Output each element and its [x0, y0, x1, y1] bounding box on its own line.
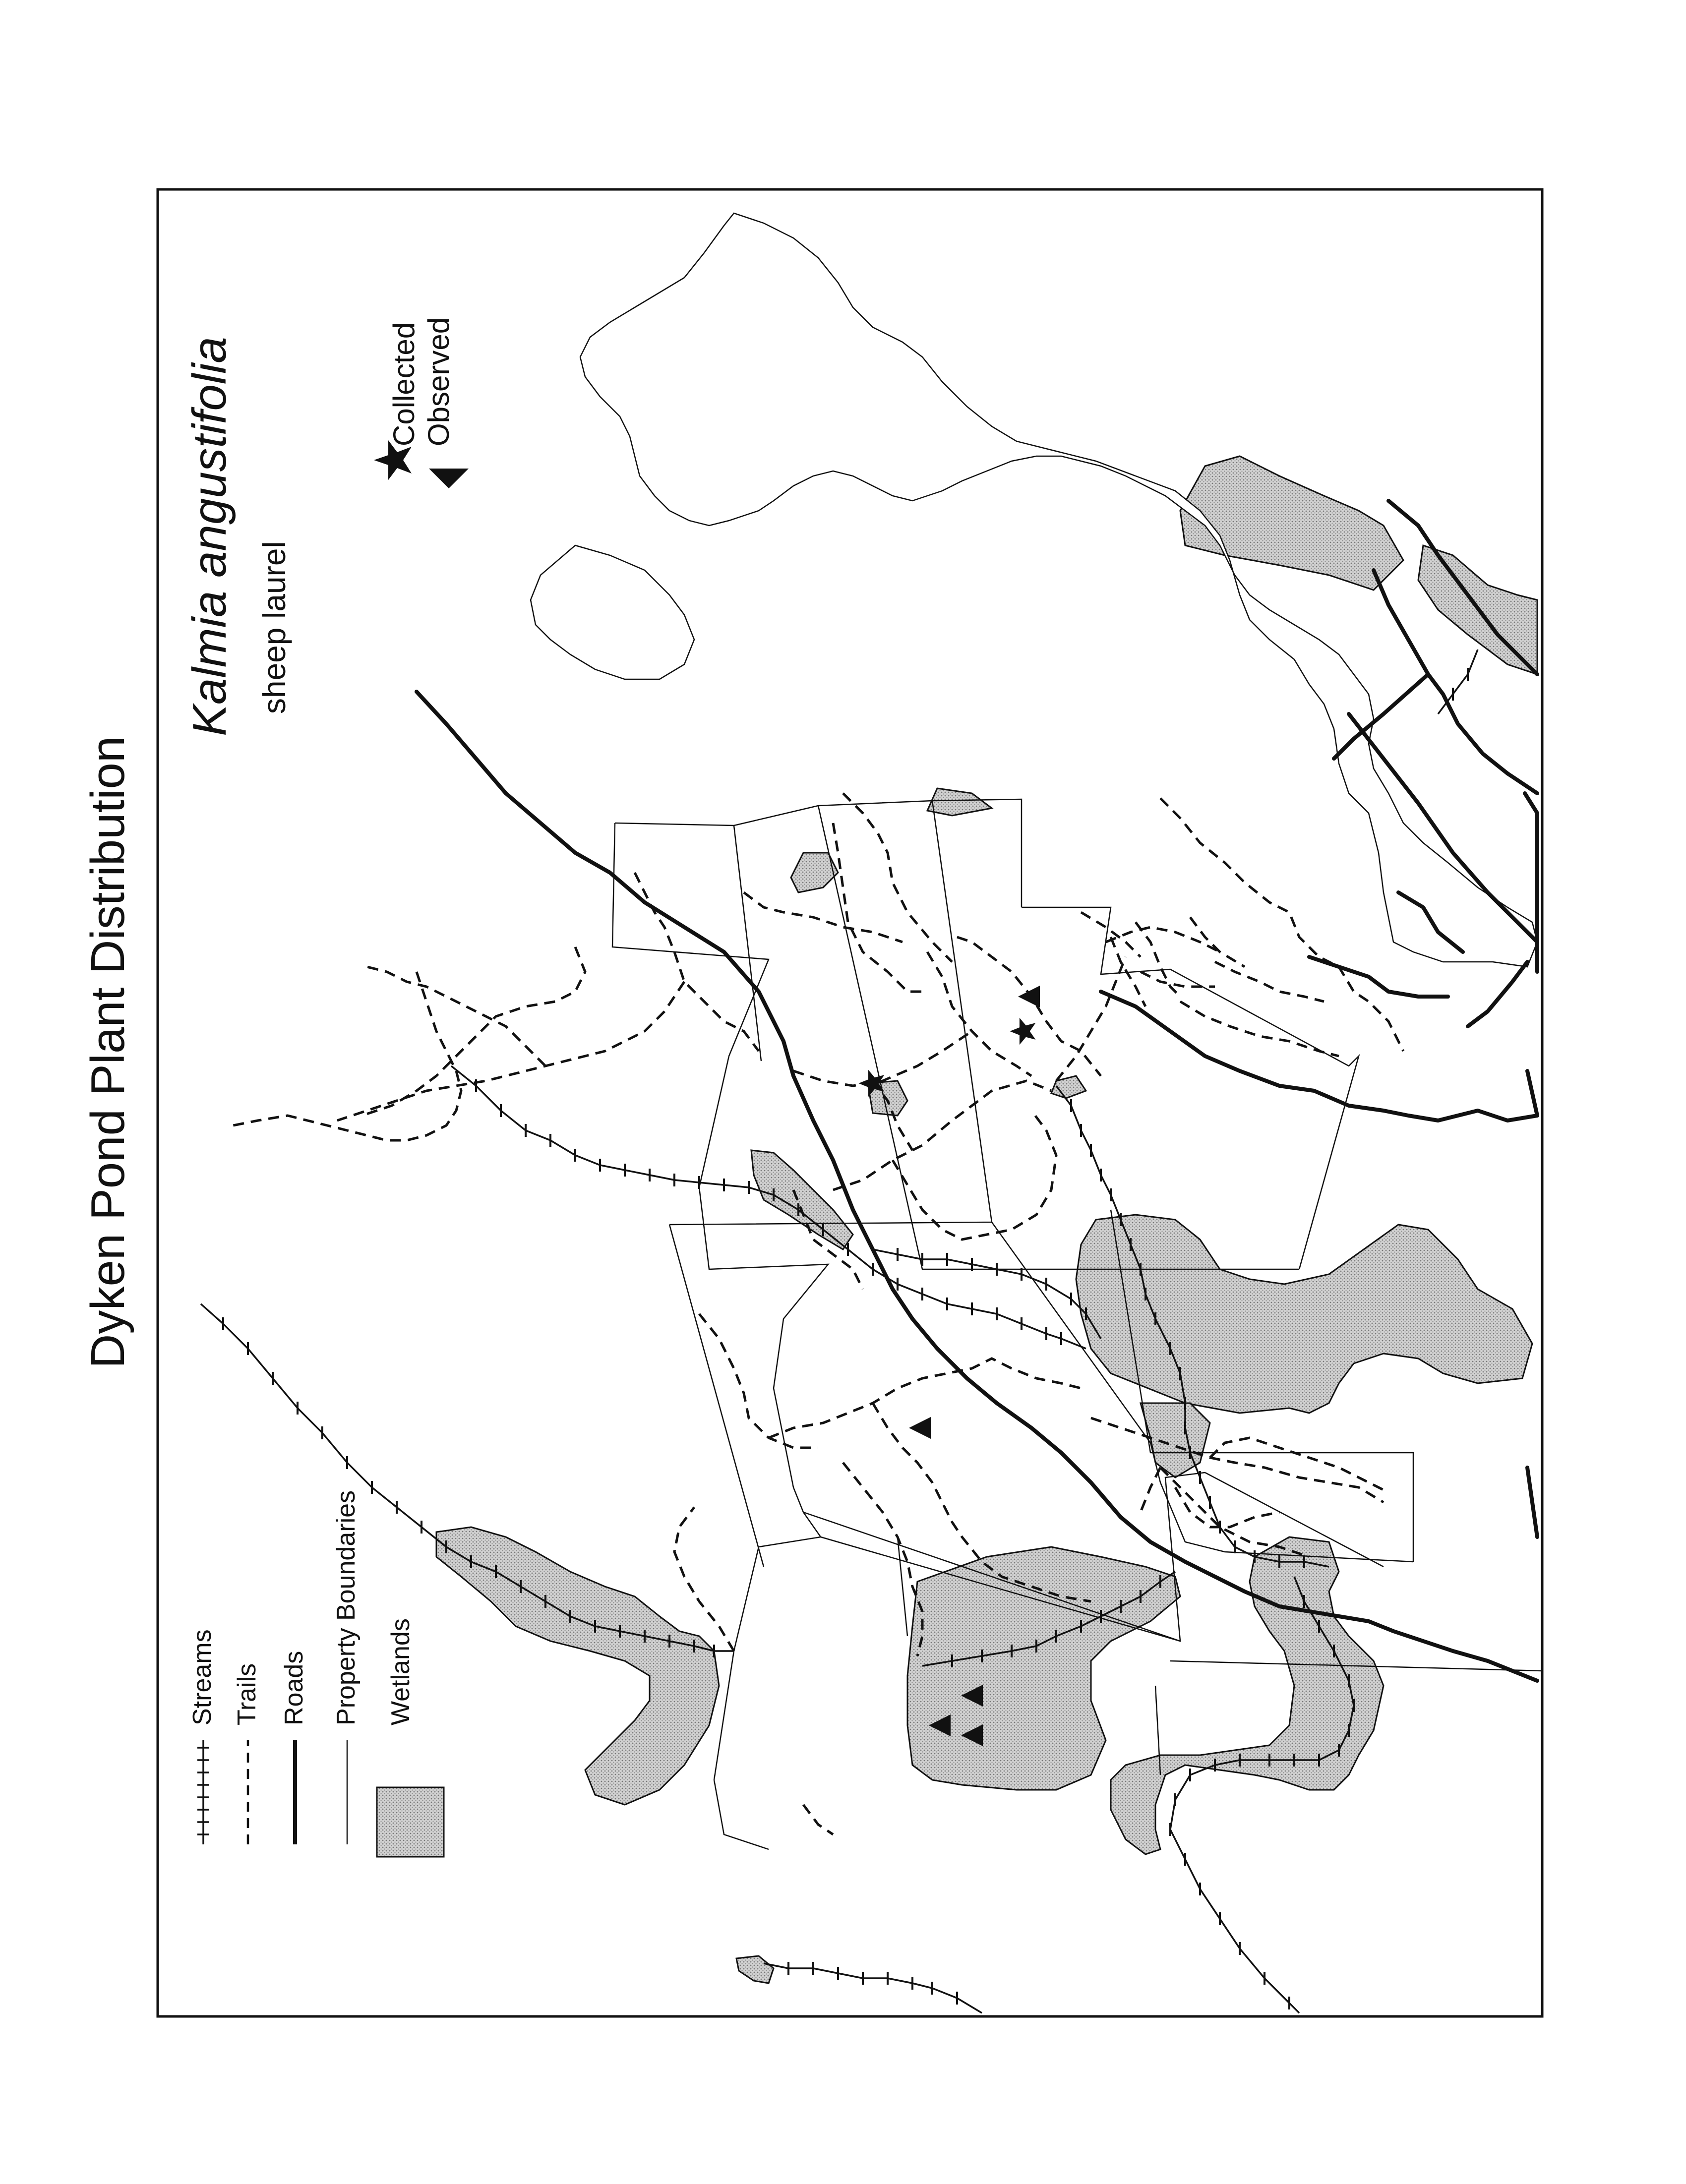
collected-star-marker	[1010, 1018, 1035, 1045]
road	[1468, 962, 1527, 1026]
trail	[893, 1111, 1056, 1240]
stream	[201, 1304, 734, 1651]
observed-triangle-marker	[909, 1417, 931, 1439]
trail	[1106, 927, 1220, 952]
map-title: Dyken Pond Plant Distribution	[81, 736, 134, 1368]
legend-property-label: Property Boundaries	[332, 1490, 361, 1725]
trail	[699, 1314, 818, 1448]
trail	[833, 1081, 1051, 1190]
wetland	[1180, 456, 1403, 590]
trail	[843, 1463, 922, 1656]
wetland	[907, 1547, 1180, 1790]
legend-wetlands-swatch	[377, 1787, 444, 1857]
road	[1507, 773, 1537, 793]
road	[417, 692, 1537, 1681]
trail	[674, 1507, 734, 1651]
species-scientific-name: Kalmia angustifolia	[183, 337, 236, 736]
property-boundary	[734, 826, 761, 1061]
roads-layer	[417, 501, 1537, 1681]
trail	[744, 892, 903, 942]
property-boundary	[612, 823, 828, 1849]
collected-label: Collected	[387, 322, 421, 446]
legend-trails-label: Trails	[233, 1663, 261, 1725]
road	[1527, 1071, 1537, 1116]
symbol-legend	[374, 317, 469, 488]
wetland	[736, 1956, 774, 1983]
wetland	[751, 1150, 853, 1249]
trail	[803, 1805, 833, 1834]
stream	[1438, 649, 1478, 714]
observed-label: Observed	[422, 317, 455, 446]
legend-roads-label: Roads	[280, 1651, 308, 1725]
property-boundary	[669, 1225, 764, 1567]
pond-outline	[580, 213, 1537, 967]
wetland	[1076, 1215, 1532, 1413]
trail	[843, 793, 952, 962]
wetlands-layer	[436, 456, 1537, 1983]
trail	[793, 1031, 972, 1086]
observed-triangle-icon	[429, 469, 469, 488]
species-common-name: sheep laurel	[256, 541, 292, 714]
pond-inlet	[531, 545, 694, 679]
trail	[957, 937, 1101, 1076]
trail	[1141, 1468, 1160, 1512]
wetland	[1141, 1403, 1210, 1477]
observed-triangle-marker	[1018, 986, 1040, 1007]
trail	[927, 952, 1031, 1076]
legend-wetlands-label: Wetlands	[386, 1618, 415, 1725]
trail	[337, 982, 684, 1121]
trail	[833, 823, 927, 992]
trail	[367, 967, 545, 1066]
trail	[1081, 912, 1141, 957]
trail	[1175, 1487, 1279, 1527]
feature-legend	[188, 1490, 444, 1857]
stream	[764, 1963, 982, 2013]
road	[1101, 992, 1537, 1121]
trail	[635, 873, 759, 1051]
wetland	[791, 853, 838, 892]
stream	[451, 1066, 1086, 1349]
trail	[233, 972, 461, 1140]
wetland	[436, 1527, 719, 1805]
road	[1527, 1468, 1537, 1537]
trail	[362, 947, 585, 1116]
trail	[1215, 962, 1324, 1002]
wetland	[927, 788, 992, 816]
trail	[1210, 1438, 1388, 1492]
legend-streams-label: Streams	[188, 1629, 217, 1725]
